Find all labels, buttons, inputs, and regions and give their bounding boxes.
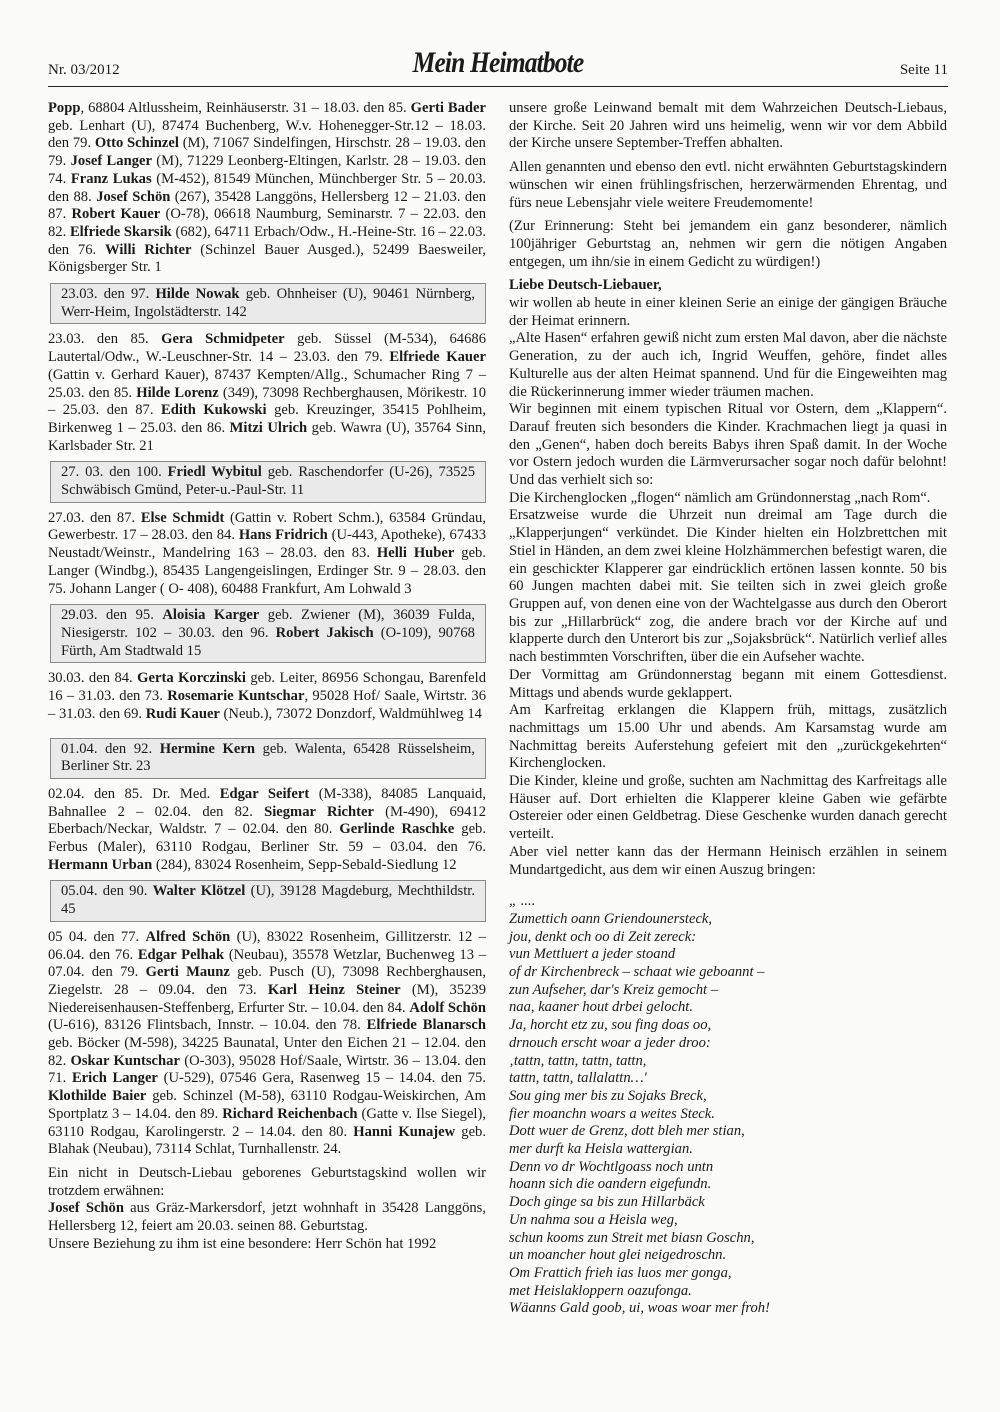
person-name: Walter Klötzel <box>152 883 246 900</box>
person-name: Gerta Korczinski <box>137 670 246 687</box>
poem-line: met Heislakloppern oazufonga. <box>509 1282 692 1299</box>
highlight-box <box>50 604 486 663</box>
text-segment: (Gatte v. Ilse Siegel), 63110 Rodgau, Karolingerstr. 2 – 14.04. den 80. <box>48 1105 486 1140</box>
text-segment: , 68804 Altlussheim, Reinhäuserstr. 31 – 18.03. den 85. <box>80 100 411 116</box>
person-name: Gerti Bader <box>410 100 486 116</box>
poem-line: Un nahma sou a Heisla weg, <box>509 1211 678 1228</box>
person-name: Josef Langer <box>70 153 152 170</box>
poem-line: Sou ging mer bis zu Sojaks Breck, <box>509 1087 707 1104</box>
person-name: Rudi Kauer <box>145 705 220 722</box>
text-segment: , 95028 Hof/ Saale, Wirtstr. 36 – 31.03. den 69. <box>48 688 486 722</box>
birthday-list <box>48 670 486 723</box>
poem-line: fier moanchn woars a weites Steck. <box>509 1105 715 1122</box>
text-segment: (M-452), 81549 München, Münchberger Str. 5 – 20.03. den 88. <box>48 170 487 205</box>
person-name: Robert Kauer <box>71 206 161 223</box>
text-segment: (M), 71067 Sindelfingen, Hirschstr. 28 – 19.03. den 79. <box>48 135 486 170</box>
page-header <box>48 46 948 87</box>
text-segment: 27. 03. den 100. <box>61 464 168 481</box>
text-segment: 29.03. den 95. <box>61 607 163 624</box>
poem-line: mer durft ka Heisla wattergian. <box>509 1141 693 1158</box>
text-segment: (U-443, Apotheke), 67433 Neustadt/Weinstr., Mandelring 163 – 28.03. den 83. <box>48 527 487 562</box>
person-name: Adolf Schön <box>409 999 486 1016</box>
poem-line: Denn vo dr Wochtlgoass noch untn <box>509 1158 714 1175</box>
birthday-list <box>48 510 486 599</box>
text-segment: (O-109), 90768 Fürth, Am Stadtwald 15 <box>61 624 475 659</box>
person-name: Edith Kukowski <box>160 402 267 419</box>
text-segment: (U-616), 83126 Flintsbach, Innstr. – 10.04. den 78. <box>48 1017 367 1034</box>
person-name: Rosemarie Kuntschar <box>167 688 305 705</box>
article-paragraph: Die Kinder, kleine und große, suchten am Nachmittag des Karfreitags alle Häuser auf. Dort erhielten die Klapperer kleine Gaben wie gefärbte Ostereier oder einen Geldbetrag. Diese Geschenke wurden danach gerecht verteilt. <box>509 773 947 843</box>
text-segment: geb. Lenhart (U), 87474 Buchenberg, W.v. Hohenegger-Str.12 – 18.03. den 79. <box>48 117 486 152</box>
text-segment: geb. Schinzel (M-58), 63110 Rodgau-Weiskirchen, Am Sportplatz 3 – 14.04. den 89. <box>48 1088 486 1122</box>
text-segment: (O-78), 06618 Naumburg, Seminarstr. 7 – 22.03. den 82. <box>48 206 486 240</box>
poem <box>509 893 947 1318</box>
person-name: Franz Lukas <box>70 170 152 187</box>
person-name: Siegmar Richter <box>264 803 374 820</box>
text-segment: (O-303), 95028 Hof/Saale, Wirtstr. 36 – 13.04. den 71. <box>48 1052 486 1087</box>
article-body <box>509 295 947 879</box>
highlight-box <box>50 738 486 779</box>
person-name: Gerlinde Raschke <box>339 821 455 838</box>
person-name: Friedl Wybitul <box>167 464 262 481</box>
person-name: Hermine Kern <box>159 740 255 757</box>
text-segment: geb. Walenta, 65428 Rüsselsheim, Berliner Str. 23 <box>61 740 475 775</box>
paragraph <box>48 1200 486 1235</box>
text-segment: geb. Blahak (Neubau), 73114 Schlat, Turnhallenstr. 24. <box>48 1123 486 1158</box>
text-segment: geb. Leiter, 86956 Schongau, Barenfeld 16 – 31.03. den 73. <box>48 670 486 705</box>
poem-line: Doch ginge sa bis zun Hillarbäck <box>509 1194 705 1211</box>
person-name: Gerti Maunz <box>145 964 230 981</box>
text-segment: (Gattin v. Robert Schm.), 63584 Gründau, Gewerbestr. 17 – 28.03. den 84. <box>48 509 486 544</box>
text-segment: 30.03. den 84. <box>48 670 138 687</box>
person-name: Richard Reichenbach <box>222 1105 358 1122</box>
text-segment: geb. Langer (Windbg.), 85435 Langengeislingen, Erdinger Str. 9 – 28.03. den 75. Johann Langer ( O- 408), 60488 Frankfurt, Am Lohwald 3 <box>48 545 487 597</box>
article-paragraph: „Alte Hasen“ erfahren gewiß nicht zum ersten Mal davon, aber die nächste Generation, zu der auch ich, Ingrid Weuffen, gehöre, findet alles Kulturelle aus der alten Heimat spannend. Und für die Eingeweihten mag die Rückerinnerung immer wieder träumen machen. <box>509 330 947 400</box>
text-segment: (M-338), 84085 Lanquaid, Bahnallee 2 – 02.04. den 82. <box>48 785 486 820</box>
text-segment: (682), 64711 Erbach/Odw., H.-Heine-Str. 16 – 22.03. den 76. <box>48 223 487 258</box>
text-segment: (M-490), 69412 Eberbach/Neckar, Waldstr. 7 – 02.04. den 80. <box>48 803 486 838</box>
text-segment: 23.03. den 97. <box>61 286 156 303</box>
person-name: Elfriede Blanarsch <box>366 1017 486 1034</box>
poem-line: naa, kaaner hout drbei gelocht. <box>509 999 694 1016</box>
person-name: Edgar Pelhak <box>137 946 225 963</box>
text-segment: (Gattin v. Gerhard Kauer), 87437 Kempten/Allg., Schumacher Ring 7 – 25.03. den 85. <box>48 366 486 401</box>
person-name: Mitzi Ulrich <box>229 419 308 436</box>
text-segment: geb. Zwiener (M), 36039 Fulda, Niesigerstr. 102 – 30.03. den 96. <box>61 607 475 641</box>
birthday-list <box>48 100 486 277</box>
text-segment: geb. Kreuzinger, 35415 Pohlheim, Birkenweg 1 – 25.03. den 86. <box>48 402 486 436</box>
text-segment: 05 04. den 77. <box>48 928 146 945</box>
highlight-box <box>50 880 486 921</box>
article-paragraph: wir wollen ab heute in einer kleinen Serie an einige der gängigen Bräuche der Heimat erinnern. <box>509 295 947 329</box>
person-name: Popp <box>48 100 81 116</box>
poem-line: Zumettich oann Griendounersteck, <box>509 910 713 927</box>
paragraph <box>48 1165 486 1200</box>
text-segment: 01.04. den 92. <box>61 740 160 757</box>
birthday-list <box>48 786 486 875</box>
text-segment: (U), 83022 Rosenheim, Gillitzerstr. 12 – 06.04. den 76. <box>48 928 486 963</box>
article-paragraph: Der Vormittag am Gründonnerstag begann mit einem Gottesdienst. Mittags und abends wurde geklappert. <box>509 666 947 701</box>
poem-line: schun kooms zun Streit met biasn Goschn, <box>509 1229 755 1246</box>
text-segment: (349), 73098 Rechberghausen, Mörikestr. 10 – 25.03. den 87. <box>48 384 486 419</box>
poem-line: Om Frattich frieh ias luos mer gonga, <box>509 1265 732 1281</box>
person-name: Karl Heinz Steiner <box>267 981 401 998</box>
person-name: Robert Jakisch <box>275 624 374 641</box>
poem-line: un moancher hout glei neigedroschn. <box>509 1247 727 1264</box>
poem-line: drnouch erscht woar a jeder droo: <box>509 1034 711 1051</box>
text-segment: geb. Wawra (U), 35764 Sinn, Karlsbader Str. 21 <box>48 419 486 454</box>
person-name: Klothilde Baier <box>48 1088 147 1105</box>
article-paragraph: Ersatzweise wurde die Uhrzeit nun dreimal am Tage durch die „Klapperjungen“ verkündet. Die Kinder hielten ein Holzbrettchen mit Stiel in Händen, an dem zwei kleine Holzhämmerchen befestigt waren, die ein geschickter Klapperer gar eindrücklich ertönen lassen konnte. 50 bis 60 Jungen machten dabei mit. Sie teilten sich in zwei gleich große Gruppen auf, von denen eine von der Wachtelgasse aus durch den Oberort bis zur „Hillarbrück“ zog, die andere brach vor der Kirche auf und klapperte durch den Unterort bis zur „Sojaksbrück“. Natürlich verlief alles nach bestimmten Vorschriften, über die ein Aufseher wachte. <box>509 507 947 666</box>
text-segment: geb. Ferbus (Maler), 63110 Rodgau, Berliner Str. 59 – 03.04. den 76. <box>48 821 486 856</box>
poem-line: Dott wuer de Grenz, dott bleh mer stian, <box>509 1123 745 1140</box>
person-name: Hilde Nowak <box>155 286 240 303</box>
text-segment: (U), 39128 Magdeburg, Mechthildstr. 45 <box>61 883 475 918</box>
person-name: Hilde Lorenz <box>136 384 219 401</box>
text-segment: (U-529), 07546 Gera, Rasenweg 15 – 14.04. den 75. <box>157 1070 487 1087</box>
person-name: Elfriede Skarsik <box>69 223 172 240</box>
masthead-logo: Mein Heimatbote <box>412 46 584 79</box>
text-segment: (M), 35239 Niedereisenhausen-Steffenberg, Erfurter Str. – 10.04. den 84. <box>48 981 486 1016</box>
text-segment: Unsere Beziehung zu ihm ist eine besondere: Herr Schön hat 1992 <box>48 1235 437 1252</box>
birthday-list <box>48 929 486 1159</box>
text-segment: 05.04. den 90. <box>61 883 153 900</box>
poem-line: „ .... <box>509 893 536 910</box>
person-name: Willi Richter <box>105 241 192 258</box>
text-segment: 23.03. den 85. <box>48 331 162 348</box>
text-segment: (Schinzel Bauer Ausged.), 52499 Baesweiler, Königsberger Str. 1 <box>48 241 486 276</box>
text-segment: (Neub.), 73072 Donzdorf, Waldmühlweg 14 <box>219 705 482 722</box>
text-segment: (Neubau), 35578 Wetzlar, Buchenweg 13 – 07.04. den 79. <box>48 946 486 981</box>
highlight-box <box>50 283 486 324</box>
poem-line: zun Aufseher, dar's Kreiz gemocht – <box>509 981 719 998</box>
text-segment: (267), 35428 Langgöns, Hellersberg 12 – 21.03. den 87. <box>48 188 486 223</box>
text-segment: aus Gräz-Markersdorf, jetzt wohnhaft in 35428 Langgöns, Hellersberg 12, feiert am 20.03. seinen 88. Geburtstag. <box>48 1200 486 1235</box>
poem-line: ‚tattn, tattn, tattn, tattn, <box>509 1052 647 1069</box>
person-name: Hermann Urban <box>48 856 153 873</box>
person-name: Else Schmidt <box>140 509 225 526</box>
poem-line: of dr Kirchenbreck – schaat wie geboannt – <box>509 964 765 981</box>
highlight-box <box>50 461 486 502</box>
person-name: Aloisia Karger <box>162 607 260 624</box>
person-name: Josef Schön <box>96 188 171 205</box>
text-segment: 27.03. den 87. <box>48 509 141 526</box>
person-name: Hans Fridrich <box>238 527 328 544</box>
person-name: Otto Schinzel <box>94 135 179 152</box>
text-segment: Ein nicht in Deutsch-Liebau geborenes Geburtstagskind wollen wir trotzdem erwähnen: <box>48 1164 486 1199</box>
person-name: Elfriede Kauer <box>389 349 487 366</box>
paragraph <box>48 1236 486 1254</box>
page-number: Seite 11 <box>899 62 948 78</box>
text-segment: geb. Ohnheiser (U), 90461 Nürnberg, Werr-Heim, Ingolstädterstr. 142 <box>61 286 475 320</box>
text-segment: (284), 83024 Rosenheim, Sepp-Sebald-Siedlung 12 <box>152 856 457 873</box>
text-segment: 02.04. den 85. Dr. Med. <box>48 785 220 802</box>
person-name: Hanni Kunajew <box>353 1123 456 1140</box>
poem-line: vun Mettluert a jeder stoand <box>509 946 676 963</box>
text-segment: (M), 71229 Leonberg-Eltingen, Karlstr. 28 – 19.03. den 74. <box>48 153 486 187</box>
article-paragraph: Am Karfreitag erklangen die Klappern früh, mittags, zusätzlich nachmittags um 15.00 Uhr und abends. Am Karsamstag wurde am Nachmittag bereits Auferstehung gefeiert mit den „zurückgekehrten“ Kirchenglocken. <box>509 702 947 772</box>
right-column <box>509 100 947 1318</box>
article-paragraph: Die Kirchenglocken „flogen“ nämlich am Gründonnerstag „nach Rom“. <box>509 489 931 506</box>
poem-line: hoann sich die oandern eigefundn. <box>509 1176 712 1193</box>
paragraph: (Zur Erinnerung: Steht bei jemandem ein ganz besonderer, nämlich 100jähriger Geburtstag an, nehmen wir gern die nötigen Angaben entgegen, um ihn/sie in einem Gedicht zu würdigen!) <box>509 218 947 270</box>
person-name: Josef Schön <box>48 1200 124 1217</box>
left-column <box>48 100 486 1259</box>
text-segment: geb. Raschendorfer (U-26), 73525 Schwäbisch Gmünd, Peter-u.-Paul-Str. 11 <box>61 464 476 499</box>
person-name: Oskar Kuntschar <box>70 1052 180 1069</box>
poem-line: Ja, horcht etz zu, sou fing doas oo, <box>509 1017 712 1034</box>
text-segment: geb. Süssel (M-534), 64686 Lautertal/Odw., W.-Leuschner-Str. 14 – 23.03. den 79. <box>48 331 486 366</box>
person-name: Gera Schmidpeter <box>161 331 285 348</box>
paragraph: unsere große Leinwand bemalt mit dem Wahrzeichen Deutsch-Liebaus, der Kirche. Seit 20 Jahren wird uns heimelig, wenn wir vor dem Abbild der Kirche unsere September-Treffen abhalten. <box>509 100 947 152</box>
text-segment: geb. Böcker (M-598), 34225 Baunatal, Unter den Eichen 21 – 12.04. den 82. <box>48 1035 486 1069</box>
poem-line: tattn, tattn, tallalattn…' <box>509 1070 647 1087</box>
person-name: Helli Huber <box>376 545 455 562</box>
text-segment: geb. Pusch (U), 73098 Rechberghausen, Ziegelstr. 28 – 09.04. den 73. <box>48 964 487 998</box>
article-paragraph: Aber viel netter kann das der Hermann Heinisch erzählen in seinem Mundartgedicht, aus dem wir einen Auszug bringen: <box>509 843 947 878</box>
person-name: Alfred Schön <box>145 928 231 945</box>
paragraph: Allen genannten und ebenso den evtl. nicht erwähnten Geburtstagskindern wünschen wir einen frühlingsfrischen, herzerwärmenden Ehrentag, und fürs neue Lebensjahr viele weitere Freudemomente! <box>509 159 947 211</box>
section-heading: Liebe Deutsch-Liebauer, <box>509 277 662 294</box>
birthday-list <box>48 331 486 455</box>
poem-line: Wäanns Gald goob, ui, woas woar mer froh! <box>509 1300 770 1317</box>
issue-number: Nr. 03/2012 <box>48 62 120 78</box>
person-name: Edgar Seifert <box>219 785 310 802</box>
poem-line: jou, denkt och oo di Zeit zereck: <box>509 928 697 945</box>
article-paragraph: Wir beginnen mit einem typischen Ritual vor Ostern, dem „Klappern“. Darauf freuten sich besonders die Kinder. Krachmachen liegt ja quasi in den „Genen“, haben doch bereits Babys ihren Spaß damit. In der Woche vor Ostern jedoch wurden die Lärmverursacher sogar noch dafür belohnt! Und das verhielt sich so: <box>509 401 947 489</box>
person-name: Erich Langer <box>71 1070 158 1087</box>
